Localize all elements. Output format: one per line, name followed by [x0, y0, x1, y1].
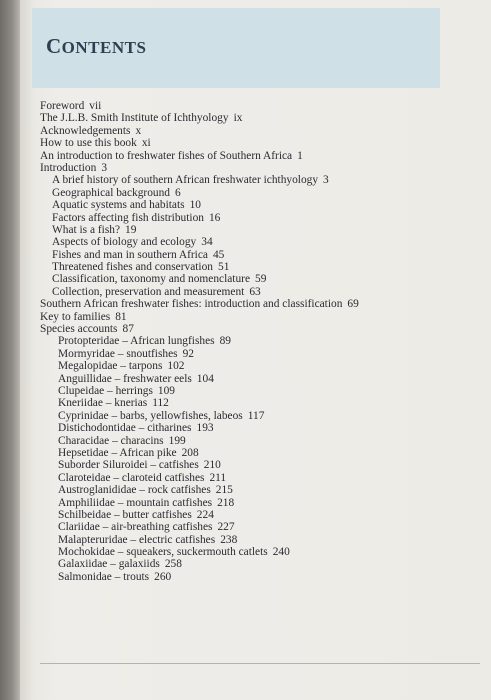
toc-entry-page-number: 92: [182, 347, 194, 360]
toc-entry: [40, 447, 480, 459]
toc-entry-title: Aspects of biology and ecology: [52, 236, 197, 249]
toc-entry-page-number: 63: [249, 285, 261, 298]
toc-entry-title: Galaxiidae – galaxiids: [58, 558, 160, 571]
toc-entry-title: Austroglanididae – rock catfishes: [58, 484, 211, 497]
toc-entry-page-number: 109: [157, 384, 175, 397]
toc-entry-title: Claroteidae – claroteid catfishes: [58, 471, 205, 484]
toc-entry: [40, 323, 480, 335]
toc-entry: [40, 311, 480, 323]
toc-entry-title: Amphiliidae – mountain catfishes: [58, 496, 213, 509]
toc-entry-title: Salmonidae – trouts: [58, 570, 150, 583]
toc-entry: [40, 261, 480, 273]
toc-entry: [40, 558, 480, 570]
bottom-rule: [40, 663, 480, 664]
toc-entry: [40, 162, 480, 174]
toc-entry: [40, 348, 480, 360]
toc-entry-page-number: 1: [297, 149, 303, 162]
toc-entry-page-number: 81: [115, 310, 127, 323]
toc-entry-title: Aquatic systems and habitats: [52, 199, 185, 212]
toc-entry-page-number: 215: [215, 484, 233, 497]
toc-entry: [40, 373, 480, 385]
toc-entry-page-number: 258: [164, 558, 182, 571]
toc-entry-title: What is a fish?: [52, 223, 121, 236]
toc-entry-title: How to use this book: [40, 137, 137, 150]
toc-entry-title: Suborder Siluroidei – catfishes: [58, 459, 199, 472]
toc-entry-page-number: 89: [219, 335, 231, 348]
toc-entry-title: Protopteridae – African lungfishes: [58, 335, 215, 348]
toc-entry-page-number: 208: [181, 446, 199, 459]
toc-entry-page-number: 218: [217, 496, 235, 509]
toc-entry-page-number: 19: [125, 223, 137, 236]
toc-entry-page-number: 211: [209, 471, 227, 484]
toc-entry: [40, 360, 480, 372]
toc-entry: [40, 435, 480, 447]
toc-entry-page-number: 199: [168, 434, 186, 447]
toc-entry-title: Classification, taxonomy and nomenclature: [52, 273, 251, 286]
toc-entry: [40, 199, 480, 211]
toc-entry: [40, 546, 480, 558]
toc-entry-page-number: 210: [203, 459, 221, 472]
toc-entry: [40, 249, 480, 261]
toc-entry-title: Southern African freshwater fishes: introduction and classification: [40, 298, 343, 311]
toc-entry: [40, 335, 480, 347]
toc-entry: [40, 273, 480, 285]
toc-entry-page-number: vii: [89, 100, 102, 112]
toc-entry-title: Kneriidae – knerias: [58, 397, 148, 410]
toc-entry-title: Factors affecting fish distribution: [52, 211, 204, 224]
toc-entry-page-number: 34: [201, 236, 213, 249]
toc-entry-page-number: 193: [196, 422, 214, 435]
toc-entry-page-number: 69: [347, 298, 359, 311]
toc-entry: [40, 286, 480, 298]
toc-entry-title: A brief history of southern African freshwater ichthyology: [52, 174, 319, 187]
book-spine-shadow: [0, 0, 20, 700]
toc-entry-title: Anguillidae – freshwater eels: [58, 372, 192, 385]
table-of-contents: [40, 100, 480, 583]
toc-entry-page-number: 240: [272, 546, 290, 559]
toc-entry: [40, 509, 480, 521]
toc-entry-title: Cyprinidae – barbs, yellowfishes, labeos: [58, 409, 243, 422]
toc-entry-page-number: 3: [101, 161, 108, 174]
toc-entry-title: Geographical background: [52, 186, 170, 199]
toc-entry-title: Foreword: [40, 100, 85, 112]
page-title-rest: ONTENTS: [61, 38, 147, 57]
toc-entry-title: Species accounts: [40, 323, 118, 336]
toc-entry-page-number: 104: [196, 372, 214, 385]
toc-entry: [40, 137, 480, 149]
page-title-initial: C: [46, 34, 62, 58]
toc-entry-title: Fishes and man in southern Africa: [52, 248, 208, 261]
toc-entry-title: Clariidae – air-breathing catfishes: [58, 521, 213, 534]
toc-entry-title: Malapteruridae – electric catfishes: [58, 533, 216, 546]
toc-entry-page-number: 59: [255, 273, 267, 286]
toc-entry: [40, 385, 480, 397]
toc-entry: [40, 497, 480, 509]
toc-entry: [40, 571, 480, 583]
toc-entry-page-number: xi: [141, 137, 151, 150]
toc-entry-title: Clupeidae – herrings: [58, 384, 153, 397]
toc-entry-page-number: 102: [167, 360, 185, 373]
toc-entry: [40, 174, 480, 186]
toc-entry-page-number: 117: [247, 409, 265, 422]
toc-entry: [40, 212, 480, 224]
toc-entry-title: Threatened fishes and conservation: [52, 261, 213, 274]
toc-entry: [40, 150, 480, 162]
toc-entry: [40, 484, 480, 496]
toc-entry: [40, 534, 480, 546]
toc-entry-page-number: x: [135, 124, 142, 137]
toc-entry-page-number: 51: [218, 261, 230, 274]
toc-entry: [40, 112, 480, 124]
toc-entry: [40, 224, 480, 236]
toc-entry: [40, 100, 480, 112]
toc-entry-title: Collection, preservation and measurement: [52, 285, 245, 298]
toc-entry-title: The J.L.B. Smith Institute of Ichthyology: [40, 112, 229, 125]
toc-entry-page-number: 16: [208, 211, 221, 224]
toc-entry: [40, 459, 480, 471]
toc-entry-title: Acknowledgements: [40, 124, 131, 137]
toc-entry-title: Schilbeidae – butter catfishes: [58, 508, 192, 521]
toc-entry: [40, 298, 480, 310]
toc-entry: [40, 521, 480, 533]
toc-entry-title: Characidae – characins: [58, 434, 164, 447]
toc-entry-title: Hepsetidae – African pike: [58, 446, 177, 459]
toc-entry-page-number: 87: [122, 323, 134, 336]
toc-entry-title: Mormyridae – snoutfishes: [58, 347, 178, 360]
toc-entry-title: Key to families: [40, 310, 111, 323]
toc-entry-page-number: 238: [220, 533, 238, 546]
toc-entry-page-number: 112: [152, 397, 169, 410]
toc-entry: [40, 422, 480, 434]
toc-entry: [40, 187, 480, 199]
toc-entry: [40, 472, 480, 484]
toc-entry-page-number: 10: [189, 199, 201, 212]
toc-entry: [40, 410, 480, 422]
page-title: [46, 34, 146, 59]
toc-entry-title: Megalopidae – tarpons: [58, 360, 163, 373]
toc-entry: [40, 397, 480, 409]
toc-entry-page-number: 3: [323, 174, 329, 187]
toc-entry: [40, 125, 480, 137]
toc-entry-page-number: 6: [174, 186, 181, 199]
toc-entry: [40, 236, 480, 248]
toc-entry-title: Distichodontidae – citharines: [58, 422, 192, 435]
toc-entry-title: An introduction to freshwater fishes of Southern Africa: [40, 149, 293, 162]
toc-entry-page-number: 224: [196, 508, 214, 521]
toc-entry-page-number: 260: [154, 570, 172, 583]
toc-entry-page-number: 227: [217, 521, 235, 534]
toc-entry-page-number: ix: [233, 112, 243, 125]
toc-entry-page-number: 45: [212, 248, 225, 261]
toc-entry-title: Mochokidae – squeakers, suckermouth catlets: [58, 546, 268, 559]
toc-entry-title: Introduction: [40, 161, 97, 174]
